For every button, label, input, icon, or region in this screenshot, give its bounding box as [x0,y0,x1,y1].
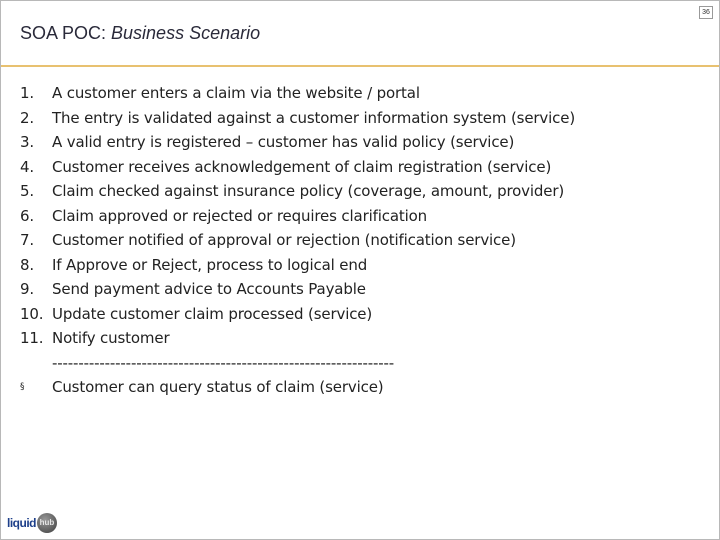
list-item [20,106,575,131]
step-text: If Approve or Reject, process to logical end [52,255,368,274]
page-number: 36 [699,6,713,19]
step-text: A valid entry is registered – customer has valid policy (service) [52,133,515,151]
logo-hub-icon: hub [37,513,57,533]
list-item [20,81,575,106]
step-text: Notify customer [52,329,170,347]
step-text: Customer notified of approval or rejection (notification service) [52,231,516,249]
list-item [20,179,575,204]
company-logo [7,512,57,534]
step-number: 2. [20,108,35,127]
step-number: 10. [20,304,44,323]
separator-dashes: ----------------------------------------------------------------- [52,353,395,372]
scenario-steps-list [20,81,575,400]
list-item [20,204,575,229]
bullet-item [20,375,575,400]
page-title [20,23,260,44]
list-item [20,326,575,351]
step-text: Update customer claim processed (service) [52,304,373,323]
separator-line [20,351,575,376]
step-text: Customer receives acknowledgement of claim registration (service) [52,157,552,176]
list-item [20,302,575,327]
bullet-text: Customer can query status of claim (service) [52,378,384,396]
step-text: The entry is validated against a customer information system (service) [52,108,576,127]
step-number: 5. [20,182,35,200]
step-number: 1. [20,84,35,102]
title-main: SOA POC: [20,23,112,43]
list-item [20,277,575,302]
step-number: 8. [20,255,35,274]
list-item [20,228,575,253]
step-text: A customer enters a claim via the website / portal [52,84,420,102]
step-number: 7. [20,231,35,249]
title-subtitle: Business Scenario [111,23,261,43]
header-divider [1,65,719,67]
step-number: 11. [20,329,44,347]
step-number: 4. [20,157,35,176]
step-text: Claim approved or rejected or requires clarification [52,206,428,225]
list-item [20,253,575,278]
list-item [20,130,575,155]
step-number: 3. [20,133,35,151]
step-text: Send payment advice to Accounts Payable [52,280,366,298]
step-text: Claim checked against insurance policy (coverage, amount, provider) [52,182,565,200]
step-number: 6. [20,206,35,225]
step-number: 9. [20,280,35,298]
square-bullet-icon: § [20,382,25,392]
logo-wordmark: liquid [7,516,36,530]
list-item [20,155,575,180]
